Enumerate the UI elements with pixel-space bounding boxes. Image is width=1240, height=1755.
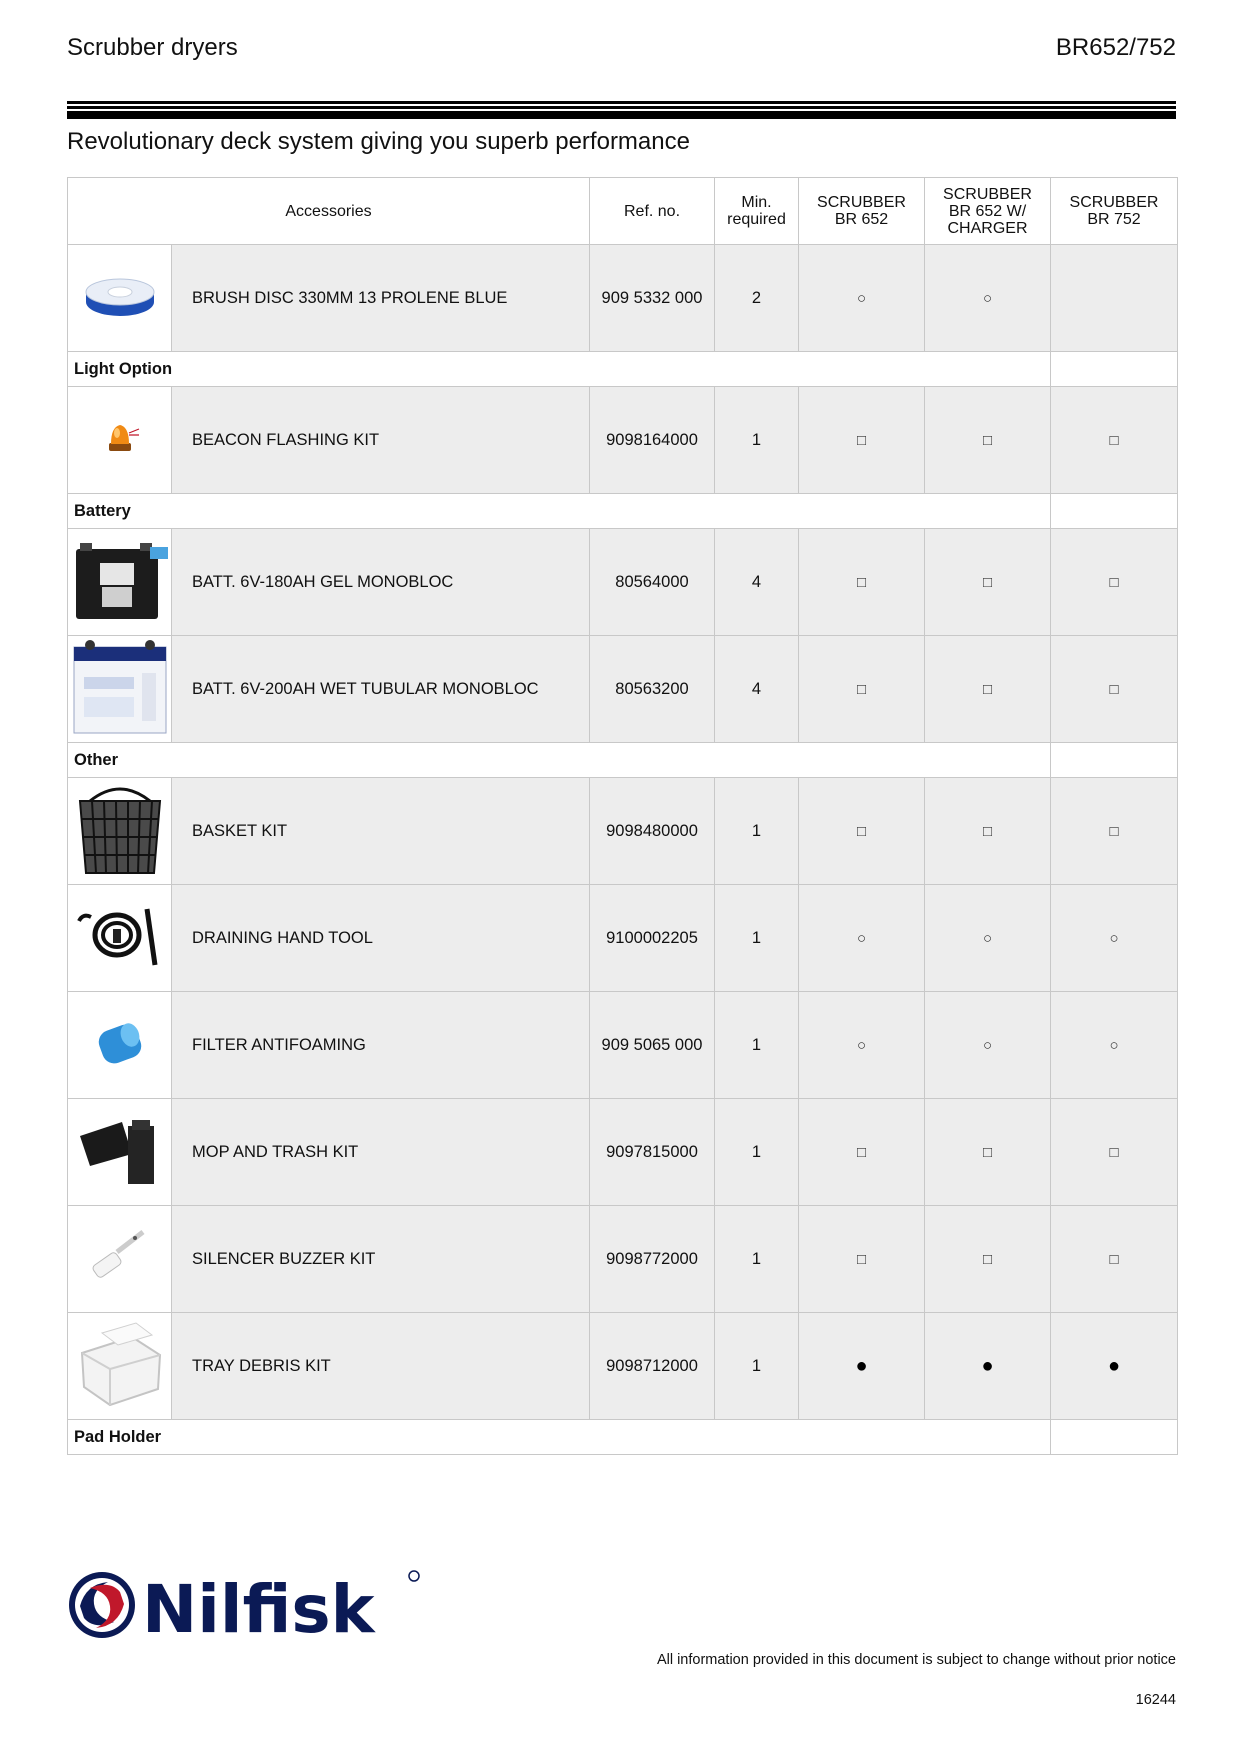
availability-mark: □: [856, 822, 867, 840]
item-ref: 9098164000: [590, 387, 715, 494]
item-name: TRAY DEBRIS KIT: [172, 1313, 590, 1420]
availability-mark: ○: [1109, 1036, 1119, 1054]
availability-mark: ○: [982, 929, 993, 947]
availability-mark: □: [1109, 822, 1119, 840]
table-row: [68, 636, 1178, 743]
product-image: [68, 636, 172, 743]
tray-icon: [72, 1319, 168, 1409]
product-image: [68, 885, 172, 992]
item-ref: 9097815000: [590, 1099, 715, 1206]
item-ref: 80563200: [590, 636, 715, 743]
item-ref: 9098712000: [590, 1313, 715, 1420]
document-number: 16244: [1135, 1692, 1176, 1708]
item-ref: 9100002205: [590, 885, 715, 992]
availability-mark: □: [982, 680, 993, 698]
header-rule: [67, 101, 1176, 119]
col-br652-charger: SCRUBBER BR 652 W/ CHARGER: [925, 178, 1051, 245]
availability-mark: □: [856, 431, 867, 449]
item-name: FILTER ANTIFOAMING: [172, 992, 590, 1099]
availability-mark: □: [1109, 1250, 1119, 1268]
product-image: [68, 387, 172, 494]
product-image: [68, 778, 172, 885]
availability-mark: □: [1109, 1143, 1119, 1161]
availability-mark: □: [982, 431, 993, 449]
availability-mark: □: [856, 573, 867, 591]
availability-mark: □: [1109, 431, 1119, 449]
item-ref: 80564000: [590, 529, 715, 636]
category-row: [68, 494, 1178, 529]
item-name: BASKET KIT: [172, 778, 590, 885]
availability-mark: □: [856, 680, 867, 698]
col-br652: SCRUBBER BR 652: [799, 178, 925, 245]
product-image: [68, 992, 172, 1099]
availability-mark: ●: [855, 1354, 868, 1377]
item-min: 4: [715, 529, 799, 636]
table-row: [68, 778, 1178, 885]
col-br752: SCRUBBER BR 752: [1051, 178, 1178, 245]
availability-mark: ●: [1107, 1354, 1121, 1377]
item-min: 1: [715, 885, 799, 992]
item-min: 4: [715, 636, 799, 743]
table-row: [68, 992, 1178, 1099]
item-min: 1: [715, 1099, 799, 1206]
nilfisk-logo: [66, 1566, 422, 1644]
col-min-required: Min. required: [715, 178, 799, 245]
product-image: [68, 1313, 172, 1420]
item-min: 1: [715, 1313, 799, 1420]
table-row: [68, 387, 1178, 494]
brush-disc-icon: [80, 266, 160, 326]
table-row: [68, 1099, 1178, 1206]
item-ref: 909 5065 000: [590, 992, 715, 1099]
category-light-option: Light Option: [68, 352, 1051, 387]
product-image: [68, 245, 172, 352]
product-image: [68, 1206, 172, 1313]
availability-mark: ○: [982, 1036, 993, 1054]
accessories-table: [67, 177, 1178, 1455]
hose-icon: [75, 901, 165, 971]
item-min: 1: [715, 778, 799, 885]
category-row: [68, 743, 1178, 778]
availability-mark: □: [982, 573, 993, 591]
item-min: 2: [715, 245, 799, 352]
availability-mark: ○: [982, 289, 993, 307]
beacon-icon: [95, 413, 145, 463]
col-accessories: Accessories: [68, 178, 590, 245]
item-name: MOP AND TRASH KIT: [172, 1099, 590, 1206]
mop-trash-icon: [72, 1110, 168, 1190]
item-ref: 9098772000: [590, 1206, 715, 1313]
availability-mark: ○: [1109, 929, 1119, 947]
item-name: SILENCER BUZZER KIT: [172, 1206, 590, 1313]
item-min: 1: [715, 387, 799, 494]
document-category: Scrubber dryers: [67, 34, 238, 61]
item-name: BRUSH DISC 330MM 13 PROLENE BLUE: [172, 245, 590, 352]
availability-mark: □: [982, 822, 993, 840]
product-image: [68, 529, 172, 636]
category-battery: Battery: [68, 494, 1051, 529]
category-other: Other: [68, 743, 1051, 778]
page-subtitle: Revolutionary deck system giving you superb performance: [67, 128, 690, 155]
table-header-row: [68, 178, 1178, 245]
category-row: [68, 1420, 1178, 1455]
availability-mark: ○: [856, 289, 867, 307]
buzzer-icon: [85, 1222, 155, 1292]
availability-mark: ●: [981, 1354, 994, 1377]
item-min: 1: [715, 992, 799, 1099]
gel-battery-icon: [70, 535, 170, 625]
wet-battery-icon: [70, 637, 170, 737]
item-name: BATT. 6V-180AH GEL MONOBLOC: [172, 529, 590, 636]
category-pad-holder: Pad Holder: [68, 1420, 1051, 1455]
availability-mark: ○: [856, 1036, 867, 1054]
category-row: [68, 352, 1178, 387]
availability-mark: □: [982, 1250, 993, 1268]
availability-mark: ○: [856, 929, 867, 947]
item-min: 1: [715, 1206, 799, 1313]
availability-mark: □: [1109, 573, 1119, 591]
table-row: [68, 1206, 1178, 1313]
filter-icon: [90, 1013, 150, 1073]
basket-icon: [72, 779, 168, 879]
availability-mark: □: [856, 1143, 867, 1161]
item-ref: 9098480000: [590, 778, 715, 885]
availability-mark: □: [1109, 680, 1119, 698]
item-ref: 909 5332 000: [590, 245, 715, 352]
item-name: BATT. 6V-200AH WET TUBULAR MONOBLOC: [172, 636, 590, 743]
model-title: BR652/752: [1055, 34, 1176, 61]
item-name: BEACON FLASHING KIT: [172, 387, 590, 494]
col-ref-no: Ref. no.: [590, 178, 715, 245]
availability-mark: □: [982, 1143, 993, 1161]
svg-text:Nilfisk: Nilfisk: [142, 1571, 375, 1644]
table-row: [68, 885, 1178, 992]
disclaimer-text: All information provided in this document is subject to change without prior notice: [656, 1652, 1176, 1668]
table-row: [68, 529, 1178, 636]
product-image: [68, 1099, 172, 1206]
availability-mark: □: [856, 1250, 867, 1268]
table-row: [68, 1313, 1178, 1420]
item-name: DRAINING HAND TOOL: [172, 885, 590, 992]
table-row: [68, 245, 1178, 352]
